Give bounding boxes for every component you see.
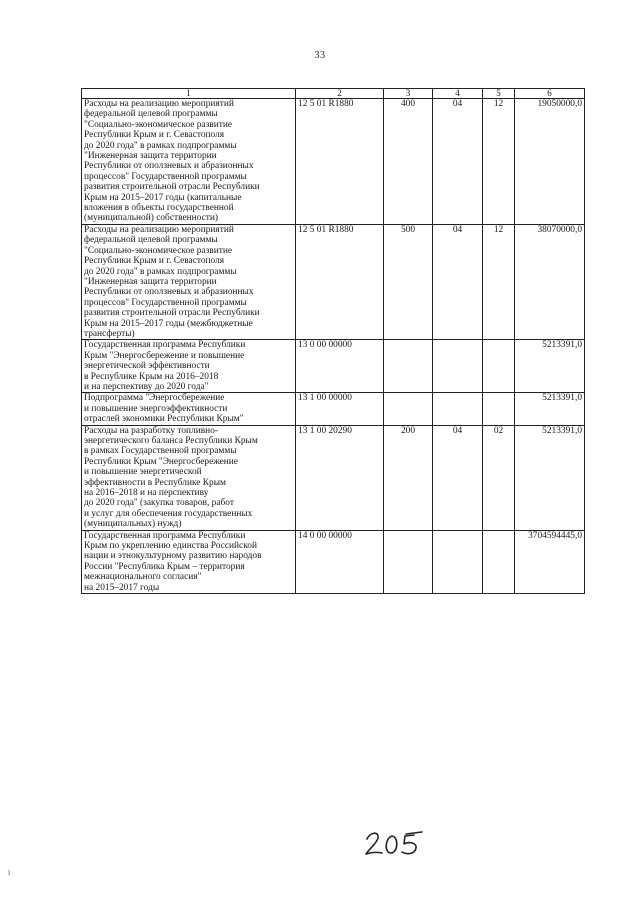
row-code: 14 0 00 00000	[296, 530, 384, 593]
row-sum: 5213391,0	[515, 393, 585, 425]
row-pr	[483, 393, 515, 425]
row-pr: 02	[483, 425, 515, 530]
row-pr: 12	[483, 99, 515, 225]
row-pr	[483, 530, 515, 593]
row-code: 13 0 00 00000	[296, 340, 384, 393]
row-name: Расходы на разработку топливно- энергетического баланса Республики Крым в рамках Государственной программы Республики Крым "Энергосбережение и повышение энергетической эффективности в Республике Крым на 2016–2018 и на перспективу до 2020 года" (закупка товаров, работ и услуг для обеспечения государственных (муниципальных) нужд)	[82, 425, 296, 530]
table-row	[82, 425, 585, 530]
row-code: 12 5 01 R1880	[296, 99, 384, 225]
table-row	[82, 393, 585, 425]
row-sum: 5213391,0	[515, 340, 585, 393]
row-name: Подпрограмма "Энергосбережение и повышение энергоэффективности отраслей экономики Республики Крым"	[82, 393, 296, 425]
row-sum: 3704594445,0	[515, 530, 585, 593]
budget-table	[81, 88, 585, 594]
row-sum: 5213391,0	[515, 425, 585, 530]
row-name: Расходы на реализацию мероприятий федеральной целевой программы "Социально-экономическое развитие Республики Крым и г. Севастополя до 2020 года" в рамках подпрограммы "Инженерная защита территории Республики от оползневых и абразионных процессов" Государственной программы развития строительной отрасли Республики Крым на 2015–2017 годы (межбюджетные трансферты)	[82, 224, 296, 339]
row-code: 12 5 01 R1880	[296, 224, 384, 339]
table-row	[82, 340, 585, 393]
row-name: Государственная программа Республики Крым "Энергосбережение и повышение энергетической эффективности в Республике Крым на 2016–2018 и на перспективу до 2020 года"	[82, 340, 296, 393]
edge-mark: i	[8, 868, 11, 877]
row-rz	[433, 340, 483, 393]
row-name: Государственная программа Республики Крым по укреплению единства Российской нации и этнокультурному развитию народов России "Республика Крым – территория межнационального согласия" на 2015–2017 годы	[82, 530, 296, 593]
row-name: Расходы на реализацию мероприятий федеральной целевой программы "Социально-экономическое развитие Республики Крым и г. Севастополя до 2020 года" в рамках подпрограммы "Инженерная защита территории Республики от оползневых и абразионных процессов" Государственной программы развития строительной отрасли Республики Крым на 2015–2017 годы (капитальные вложения в объекты государственной (муниципальной) собственности)	[82, 99, 296, 225]
row-vr: 200	[384, 425, 433, 530]
row-sum: 19050000,0	[515, 99, 585, 225]
table-row	[82, 224, 585, 339]
column-header: 5	[483, 89, 515, 99]
column-header: 6	[515, 89, 585, 99]
row-pr: 12	[483, 224, 515, 339]
column-header: 3	[384, 89, 433, 99]
column-header: 1	[82, 89, 296, 99]
row-code: 13 1 00 00000	[296, 393, 384, 425]
row-vr	[384, 340, 433, 393]
row-rz	[433, 393, 483, 425]
header-row	[82, 89, 585, 99]
handwritten-page-number	[362, 826, 432, 860]
table-row	[82, 99, 585, 225]
row-sum: 38070000,0	[515, 224, 585, 339]
row-vr	[384, 530, 433, 593]
row-rz: 04	[433, 224, 483, 339]
column-header: 2	[296, 89, 384, 99]
row-vr	[384, 393, 433, 425]
row-rz: 04	[433, 99, 483, 225]
table-row	[82, 530, 585, 593]
row-pr	[483, 340, 515, 393]
row-rz: 04	[433, 425, 483, 530]
row-vr: 500	[384, 224, 433, 339]
column-header: 4	[433, 89, 483, 99]
page-number: 33	[314, 50, 326, 61]
row-rz	[433, 530, 483, 593]
row-code: 13 1 00 20290	[296, 425, 384, 530]
row-vr: 400	[384, 99, 433, 225]
